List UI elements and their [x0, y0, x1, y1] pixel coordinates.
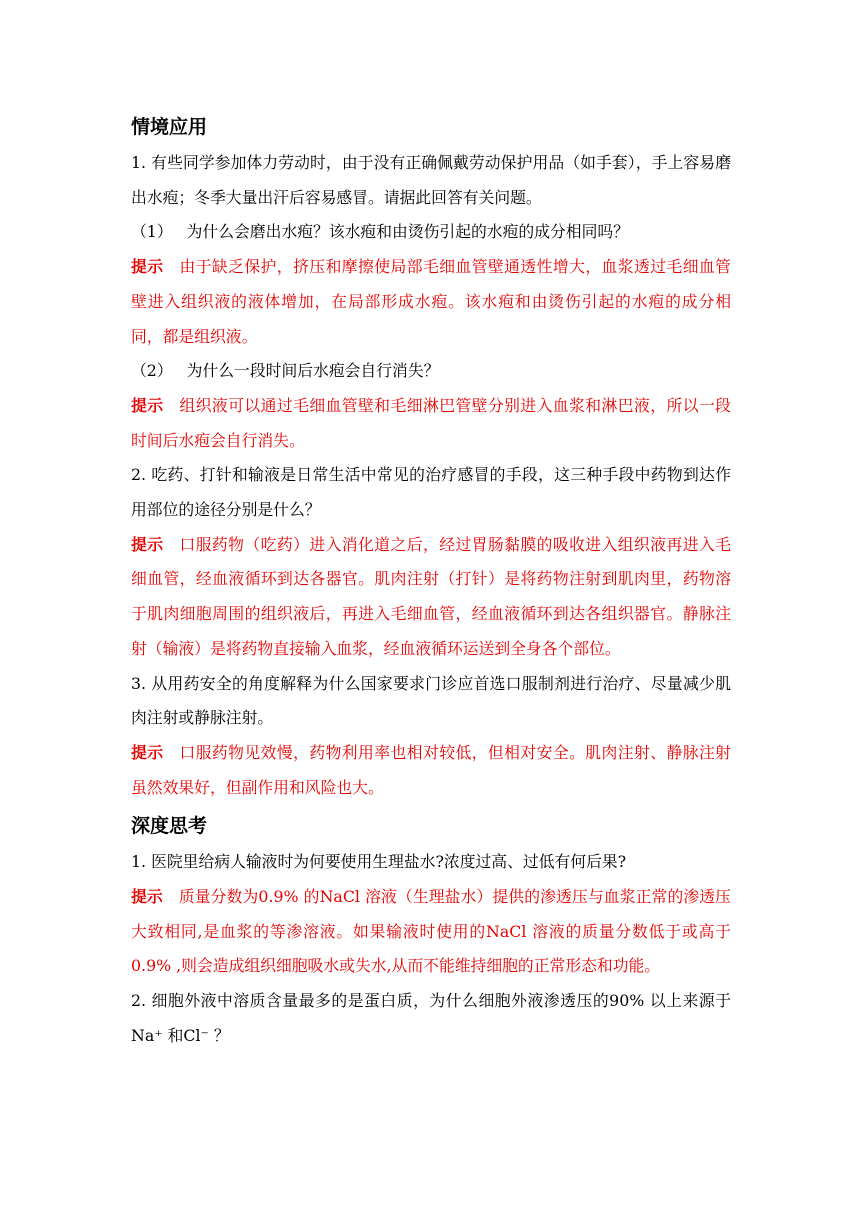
hint-text: 质量分数为0.9% 的NaCl 溶液（生理盐水）提供的渗透压与血浆正常的渗透压大致相同,是血浆的等渗溶液。如果输液时使用的NaCl 溶液的质量分数低于或高于0.9% ,则会造成组织细胞吸水或失水,从而不能维持细胞的正常形态和功能。: [131, 887, 731, 976]
question-2: 2. 吃药、打针和输液是日常生活中常见的治疗感冒的手段，这三种手段中药物到达作用部位的途径分别是什么？: [131, 465, 731, 520]
question-1: 1. 有些同学参加体力劳动时，由于没有正确佩戴劳动保护用品（如手套），手上容易磨出水疱；冬季大量出汗后容易感冒。请据此回答有关问题。: [131, 153, 731, 207]
hint-label: 提示: [131, 395, 164, 415]
sub-question-text: 为什么会磨出水疱？该水疱和由烫伤引起的水疱的成分相同吗？: [186, 222, 629, 242]
hint-text: 组织液可以通过毛细血管壁和毛细淋巴管壁分别进入血浆和淋巴液，所以一段时间后水疱会自行消失。: [131, 395, 731, 450]
sub-question-number: （2）: [131, 361, 173, 381]
hint-text: 口服药物（吃药）进入消化道之后，经过胃肠黏膜的吸收进入组织液再进入毛细血管，经血液循环到达各器官。肌肉注射（打针）是将药物注射到肌肉里，药物溶于肌肉细胞周围的组织液后，再进入毛细血管，经血液循环到达各组织器官。静脉注射（输液）是将药物直接输入血浆，经血液循环运送到全身各个部位。: [131, 534, 731, 658]
hint-label: 提示: [131, 742, 164, 762]
section-heading-deep-thinking: 深度思考: [131, 815, 208, 838]
hint-paragraph: [131, 250, 731, 354]
hint-paragraph: [131, 736, 731, 805]
hint-text: 口服药物见效慢，药物利用率也相对较低，但相对安全。肌肉注射、静脉注射虽然效果好，但副作用和风险也大。: [131, 742, 731, 797]
sub-question-1: [131, 215, 731, 250]
sub-question-text: 为什么一段时间后水疱会自行消失？: [186, 361, 440, 381]
question-deep-2: 2. 细胞外液中溶质含量最多的是蛋白质，为什么细胞外液渗透压的90% 以上来源于Na⁺ 和Cl⁻ ？: [131, 991, 731, 1045]
sub-question-2: [131, 354, 731, 389]
hint-paragraph: [131, 389, 731, 458]
document-body: [131, 112, 731, 1054]
sub-question-number: （1）: [131, 222, 173, 242]
section-heading-scenario: 情境应用: [131, 116, 208, 138]
hint-label: 提示: [131, 257, 164, 277]
question-deep-1: 1. 医院里给病人输液时为何要使用生理盐水?浓度过高、过低有何后果?: [131, 852, 627, 872]
hint-label: 提示: [131, 534, 164, 554]
hint-paragraph: [131, 528, 731, 667]
question-3: 3. 从用药安全的角度解释为什么国家要求门诊应首选口服制剂进行治疗、尽量减少肌肉注射或静脉注射。: [131, 673, 731, 728]
hint-label: 提示: [131, 887, 163, 907]
hint-text: 由于缺乏保护，挤压和摩擦使局部毛细血管壁通透性增大，血浆透过毛细血管壁进入组织液的液体增加，在局部形成水疱。该水疱和由烫伤引起的水疱的成分相同，都是组织液。: [131, 257, 731, 346]
hint-paragraph: [131, 880, 731, 984]
